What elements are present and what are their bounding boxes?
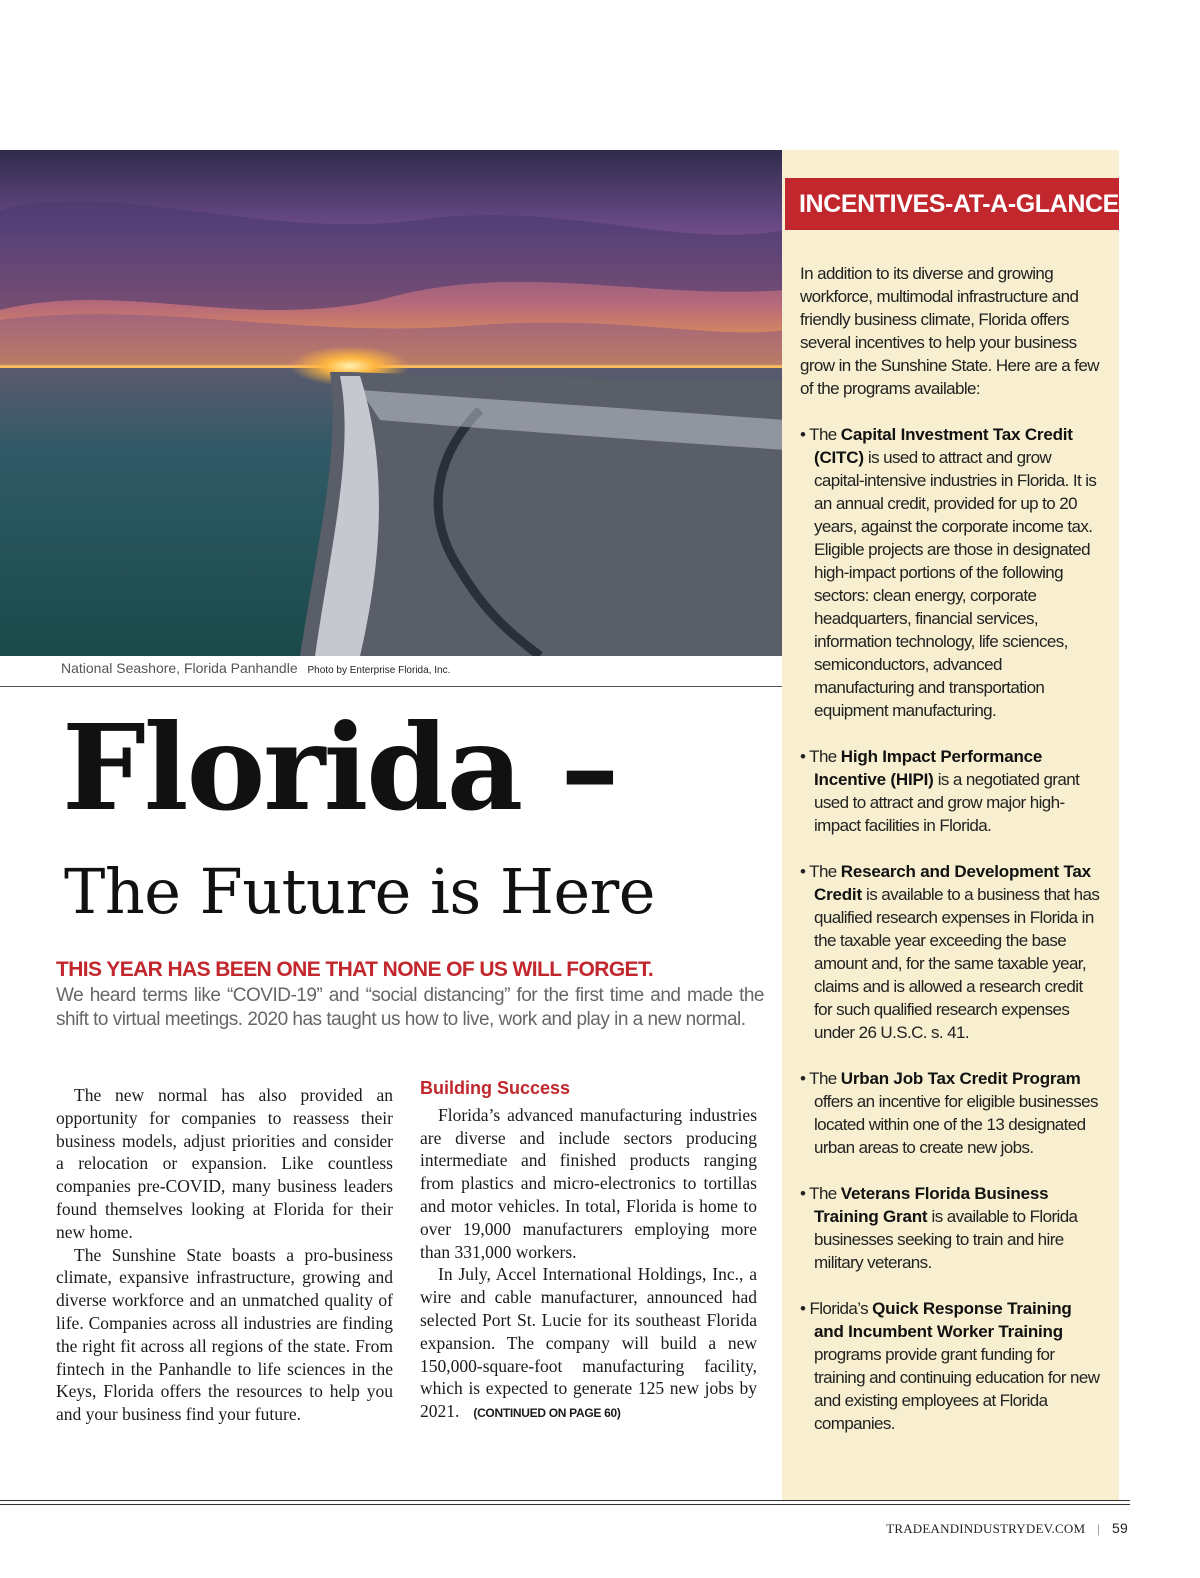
article-dek: We heard terms like “COVID-19” and “social distancing” for the first time and made the shift to virtual meetings. 2020 has taught us how to live, work and play in a new normal. — [56, 985, 764, 1030]
incentive-item: • The Urban Job Tax Credit Program offers an incentive for eligible businesses located within one of the 13 designated urban areas to create new jobs. — [800, 1069, 1098, 1157]
photo-credit: Photo by Enterprise Florida, Inc. — [307, 665, 451, 676]
page-number: 59 — [1112, 1520, 1128, 1536]
incentive-item: • The Veterans Florida Business Training Grant is available to Florida businesses seeking to train and hire military veterans. — [800, 1184, 1078, 1272]
incentive-name: Urban Job Tax Credit Program — [840, 1069, 1081, 1088]
paragraph-text: In July, Accel International Holdings, Inc., a wire and cable manufacturer, announced had selected Port St. Lucie for its southeast Florida expansion. The company will build a new 150,000-square-foot manufacturing facility, which is expected to generate 125 new jobs by 2021. — [420, 1264, 757, 1422]
article-subtitle: The Future is Here — [64, 855, 655, 928]
caption-text: National Seashore, Florida Panhandle — [61, 660, 298, 676]
hero-photo — [0, 150, 786, 656]
article-title: Florida – — [62, 698, 618, 837]
seashore-photo-illustration — [0, 150, 786, 656]
incentive-name: High Impact Performance Incentive (HIPI) — [814, 747, 1043, 789]
footer-separator: | — [1097, 1521, 1101, 1536]
paragraph: The new normal has also provided an opportunity for companies to reassess their business models, adjust priorities and consider a relocation or expansion. Like countless companies pre-COVID, many business leaders found themselves looking at Florida for their new home. — [56, 1085, 393, 1242]
incentive-name: Veterans Florida Business Training Grant — [814, 1184, 1049, 1226]
body-column-2 — [420, 1077, 757, 1425]
incentive-item: • Florida’s Quick Response Training and Incumbent Worker Training programs provide grant funding for training and continuing education for new and existing employees at Florida companies. — [800, 1299, 1100, 1433]
incentive-item: • The Research and Development Tax Credit is available to a business that has qualified research expenses in Florida in the taxable year exceeding the base amount and, for the same taxable year, claims and is allowed a research credit for such qualified research expenses under 26 U.S.C. s. 41. — [800, 862, 1100, 1042]
footer-site: TRADEANDINDUSTRYDEV.COM — [886, 1521, 1086, 1536]
page-footer — [886, 1520, 1128, 1537]
paragraph: Florida’s advanced manufacturing industries are diverse and include sectors producing intermediate and finished products ranging from plastics and micro-electronics to tortillas and motor vehicles. In total, Florida is home to over 19,000 manufacturers employing more than 331,000 workers. — [420, 1104, 757, 1262]
incentive-name: Capital Investment Tax Credit (CITC) — [814, 425, 1073, 467]
section-heading: Building Success — [420, 1078, 571, 1098]
sidebar-intro: In addition to its diverse and growing workforce, multimodal infrastructure and friendly business climate, Florida offers several incentives to help your business grow in the Sunshine State. Here are a few of the programs available: — [800, 264, 1099, 398]
body-column-1 — [56, 1084, 393, 1426]
article-kicker: THIS YEAR HAS BEEN ONE THAT NONE OF US WILL FORGET. — [56, 958, 654, 981]
incentive-item: • The High Impact Performance Incentive (HIPI) is a negotiated grant used to attract and grow major high-impact facilities in Florida. — [800, 747, 1080, 835]
paragraph — [420, 1263, 757, 1425]
caption-divider — [0, 686, 786, 687]
paragraph: The Sunshine State boasts a pro-business climate, expansive infrastructure, growing and diverse workforce and an unmatched quality of life. Companies across all industries are finding the right fit across all regions of the state. From fintech in the Panhandle to life sciences in the Keys, Florida offers the resources to help you and your business find your future. — [56, 1244, 393, 1425]
sidebar-body — [800, 262, 1100, 1458]
incentive-name: Research and Development Tax Credit — [814, 862, 1091, 904]
continued-note: (CONTINUED ON PAGE 60) — [473, 1406, 621, 1421]
incentive-list — [800, 423, 1100, 1435]
photo-caption — [61, 660, 786, 676]
footer-rule — [0, 1500, 1130, 1505]
incentive-item: • The Capital Investment Tax Credit (CITC) is used to attract and grow capital-intensive industries in Florida. It is an annual credit, provided for up to 20 years, against the corporate income tax. Eligible projects are those in designated high-impact portions of the following sectors: clean energy, corporate headquarters, financial services, information technology, life sciences, semiconductors, advanced manufacturing and transportation equipment manufacturing. — [800, 425, 1097, 720]
incentive-name: Quick Response Training and Incumbent Worker Training — [814, 1299, 1072, 1341]
sidebar-heading: INCENTIVES-AT-A-GLANCE — [785, 178, 1119, 230]
